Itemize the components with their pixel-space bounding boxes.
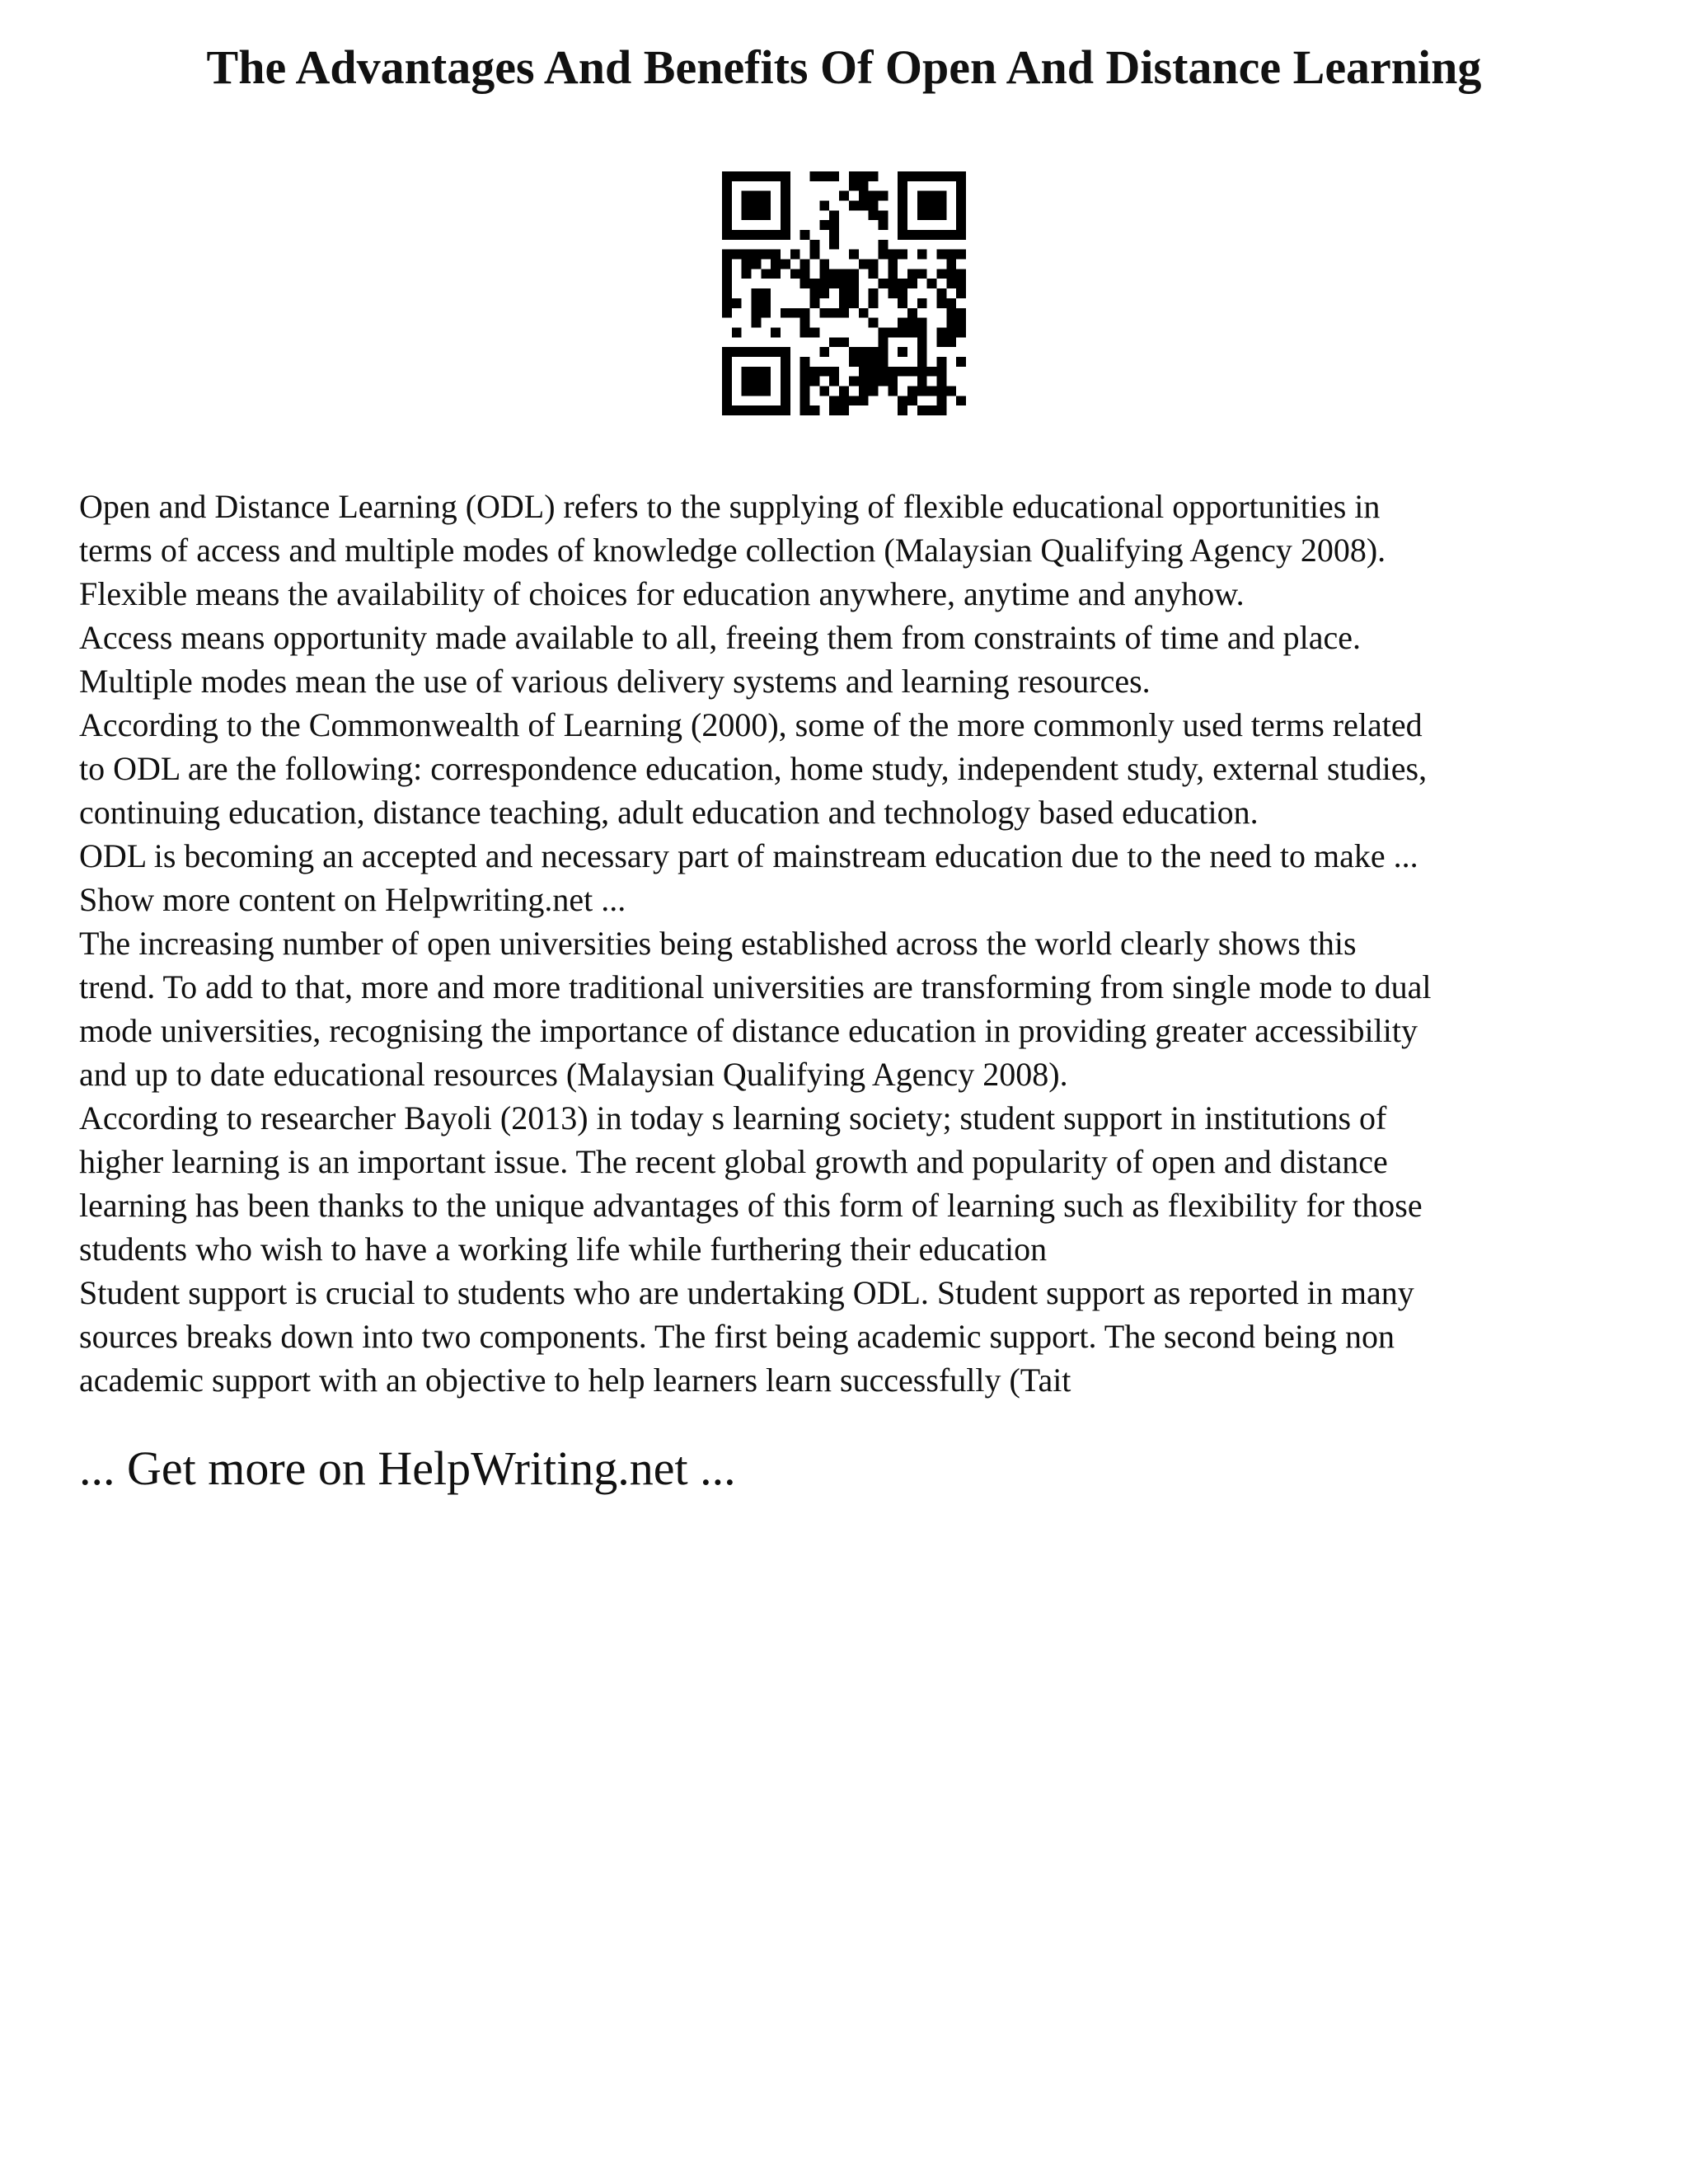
qr-code-icon <box>722 171 966 415</box>
body-line: learning has been thanks to the unique advantages of this form of learning such as flexibility for those <box>79 1187 1423 1224</box>
body-line: Student support is crucial to students who are undertaking ODL. Student support as reported in many <box>79 1274 1414 1311</box>
body-line: higher learning is an important issue. The recent global growth and popularity of open and distance <box>79 1143 1388 1180</box>
body-line: According to the Commonwealth of Learning (2000), some of the more commonly used terms related <box>79 706 1423 743</box>
body-line: trend. To add to that, more and more traditional universities are transforming from single mode to dual <box>79 968 1432 1005</box>
body-line: academic support with an objective to help learners learn successfully (Tait <box>79 1361 1071 1399</box>
body-line: Multiple modes mean the use of various delivery systems and learning resources. <box>79 663 1151 700</box>
body-line: Access means opportunity made available to all, freeing them from constraints of time and place. <box>79 619 1362 656</box>
qr-code-graphic <box>722 171 966 415</box>
body-line: to ODL are the following: correspondence education, home study, independent study, external studies, <box>79 750 1428 787</box>
body-line: terms of access and multiple modes of knowledge collection (Malaysian Qualifying Agency 2008). <box>79 532 1386 569</box>
body-line: ODL is becoming an accepted and necessary part of mainstream education due to the need to make ... <box>79 837 1418 874</box>
body-line: Flexible means the availability of choices for education anywhere, anytime and anyhow. <box>79 575 1245 612</box>
body-line: continuing education, distance teaching, adult education and technology based education. <box>79 794 1259 831</box>
body-line: The increasing number of open universities being established across the world clearly shows this <box>79 925 1357 962</box>
page-title: The Advantages And Benefits Of Open And Distance Learning <box>206 40 1482 94</box>
body-line: mode universities, recognising the importance of distance education in providing greater accessibility <box>79 1012 1418 1049</box>
body-line: According to researcher Bayoli (2013) in today s learning society; student support in institutions of <box>79 1099 1387 1137</box>
body-line: sources breaks down into two components. The first being academic support. The second being non <box>79 1318 1395 1355</box>
get-more-link[interactable]: ... Get more on HelpWriting.net ... <box>79 1441 736 1495</box>
show-more-link[interactable]: Show more content on Helpwriting.net ... <box>79 881 626 918</box>
body-line: and up to date educational resources (Malaysian Qualifying Agency 2008). <box>79 1056 1068 1093</box>
article-body <box>79 485 1629 1402</box>
body-line: students who wish to have a working life while furthering their education <box>79 1230 1048 1268</box>
body-line: Open and Distance Learning (ODL) refers to the supplying of flexible educational opportunities in <box>79 488 1381 525</box>
